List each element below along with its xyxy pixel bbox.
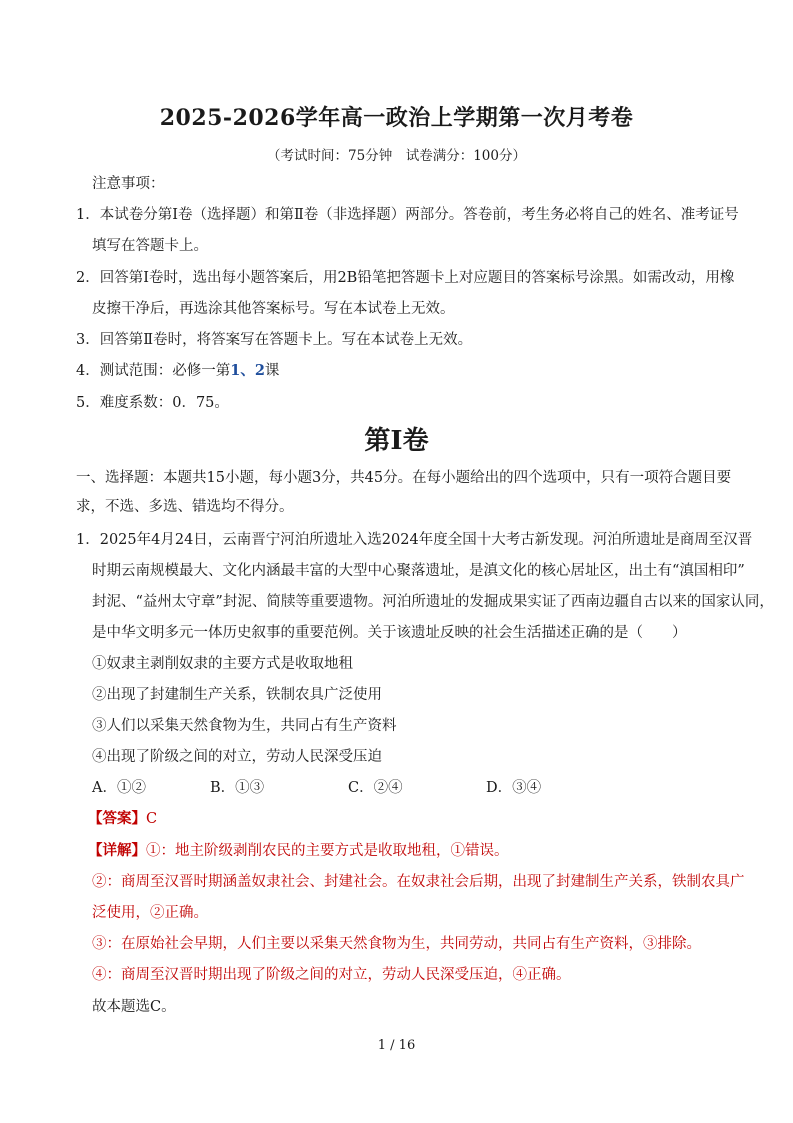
detail-line-3: 泛使用，②正确。 [92, 905, 208, 921]
answer-tag: 【答案】 [88, 810, 146, 827]
answer [88, 809, 157, 829]
option-a: A．①② [92, 780, 146, 796]
exam-info: （考试时间：75分钟 试卷满分：100分） [267, 148, 526, 164]
question-1-line-2: 时期云南规模最大、文化内涵最丰富的大型中心聚落遗址，是滇文化的核心居址区，出土有“滇国相印” [92, 563, 745, 579]
notice-item-5: 5．难度系数：0．75。 [76, 395, 229, 411]
notice-item-1: 1．本试卷分第Ⅰ卷（选择题）和第Ⅱ卷（非选择题）两部分。答卷前，考生务必将自己的姓名、准考证号 [76, 207, 739, 223]
scope-lessons: 1、2 [230, 362, 265, 379]
detail-line-5: ④：商周至汉晋时期出现了阶级之间的对立，劳动人民深受压迫，④正确。 [92, 967, 571, 983]
detail-line-4: ③：在原始社会早期，人们主要以采集天然食物为生，共同劳动，共同占有生产资料，③排除。 [92, 936, 701, 952]
answer-value: C [146, 811, 158, 827]
detail-line-2: ②：商周至汉晋时期涵盖奴隶社会、封建社会。在奴隶社会后期，出现了封建制生产关系，铁制农具广 [92, 874, 745, 890]
part-title: 第Ⅰ卷 [364, 426, 429, 456]
detail-line-1 [88, 841, 509, 861]
notice-item-3: 3．回答第Ⅱ卷时，将答案写在答题卡上。写在本试卷上无效。 [76, 332, 473, 348]
scope-prefix: 4．测试范围：必修一第 [76, 363, 231, 379]
scope-suffix: 课 [264, 363, 280, 379]
page-number: 1 / 16 [377, 1038, 416, 1053]
option-d: D．③④ [486, 780, 542, 796]
page-title: 2025-2026学年高一政治上学期第一次月考卷 [159, 105, 634, 131]
detail-tag: 【详解】 [88, 842, 146, 859]
notice-item-2: 2．回答第Ⅰ卷时，选出每小题答案后，用2B铅笔把答题卡上对应题目的答案标号涂黑。如需改动，用橡 [76, 270, 735, 286]
option-b: B．①③ [210, 780, 265, 796]
notice-item-4 [76, 361, 279, 381]
notice-item-1-cont: 填写在答题卡上。 [92, 238, 208, 254]
section-instructions: 一、选择题：本题共15小题，每小题3分，共45分。在每小题给出的四个选项中，只有一项符合题目要 [76, 470, 732, 486]
question-1-line-1: 1．2025年4月24日，云南晋宁河泊所遗址入选2024年度全国十大考古新发现。河泊所遗址是商周至汉晋 [76, 532, 753, 548]
question-1-line-4: 是中华文明多元一体历史叙事的重要范例。关于该遗址反映的社会生活描述正确的是（ ） [92, 625, 687, 641]
conclusion: 故本题选C。 [92, 999, 176, 1015]
question-1-line-3: 封泥、“益州太守章”封泥、简牍等重要遗物。河泊所遗址的发掘成果实证了西南边疆自古以来的国家认同， [92, 594, 774, 610]
statement-1: ①奴隶主剥削奴隶的主要方式是收取地租 [92, 656, 353, 672]
notice-heading: 注意事项： [92, 176, 165, 192]
statement-2: ②出现了封建制生产关系，铁制农具广泛使用 [92, 687, 382, 703]
detail-first: ①：地主阶级剥削农民的主要方式是收取地租，①错误。 [146, 843, 509, 859]
statement-4: ④出现了阶级之间的对立，劳动人民深受压迫 [92, 749, 382, 765]
notice-item-2-cont: 皮擦干净后，再选涂其他答案标号。写在本试卷上无效。 [92, 301, 455, 317]
section-instructions-cont: 求，不选、多选、错选均不得分。 [76, 499, 294, 515]
statement-3: ③人们以采集天然食物为生，共同占有生产资料 [92, 718, 397, 734]
option-c: C．②④ [348, 780, 403, 796]
